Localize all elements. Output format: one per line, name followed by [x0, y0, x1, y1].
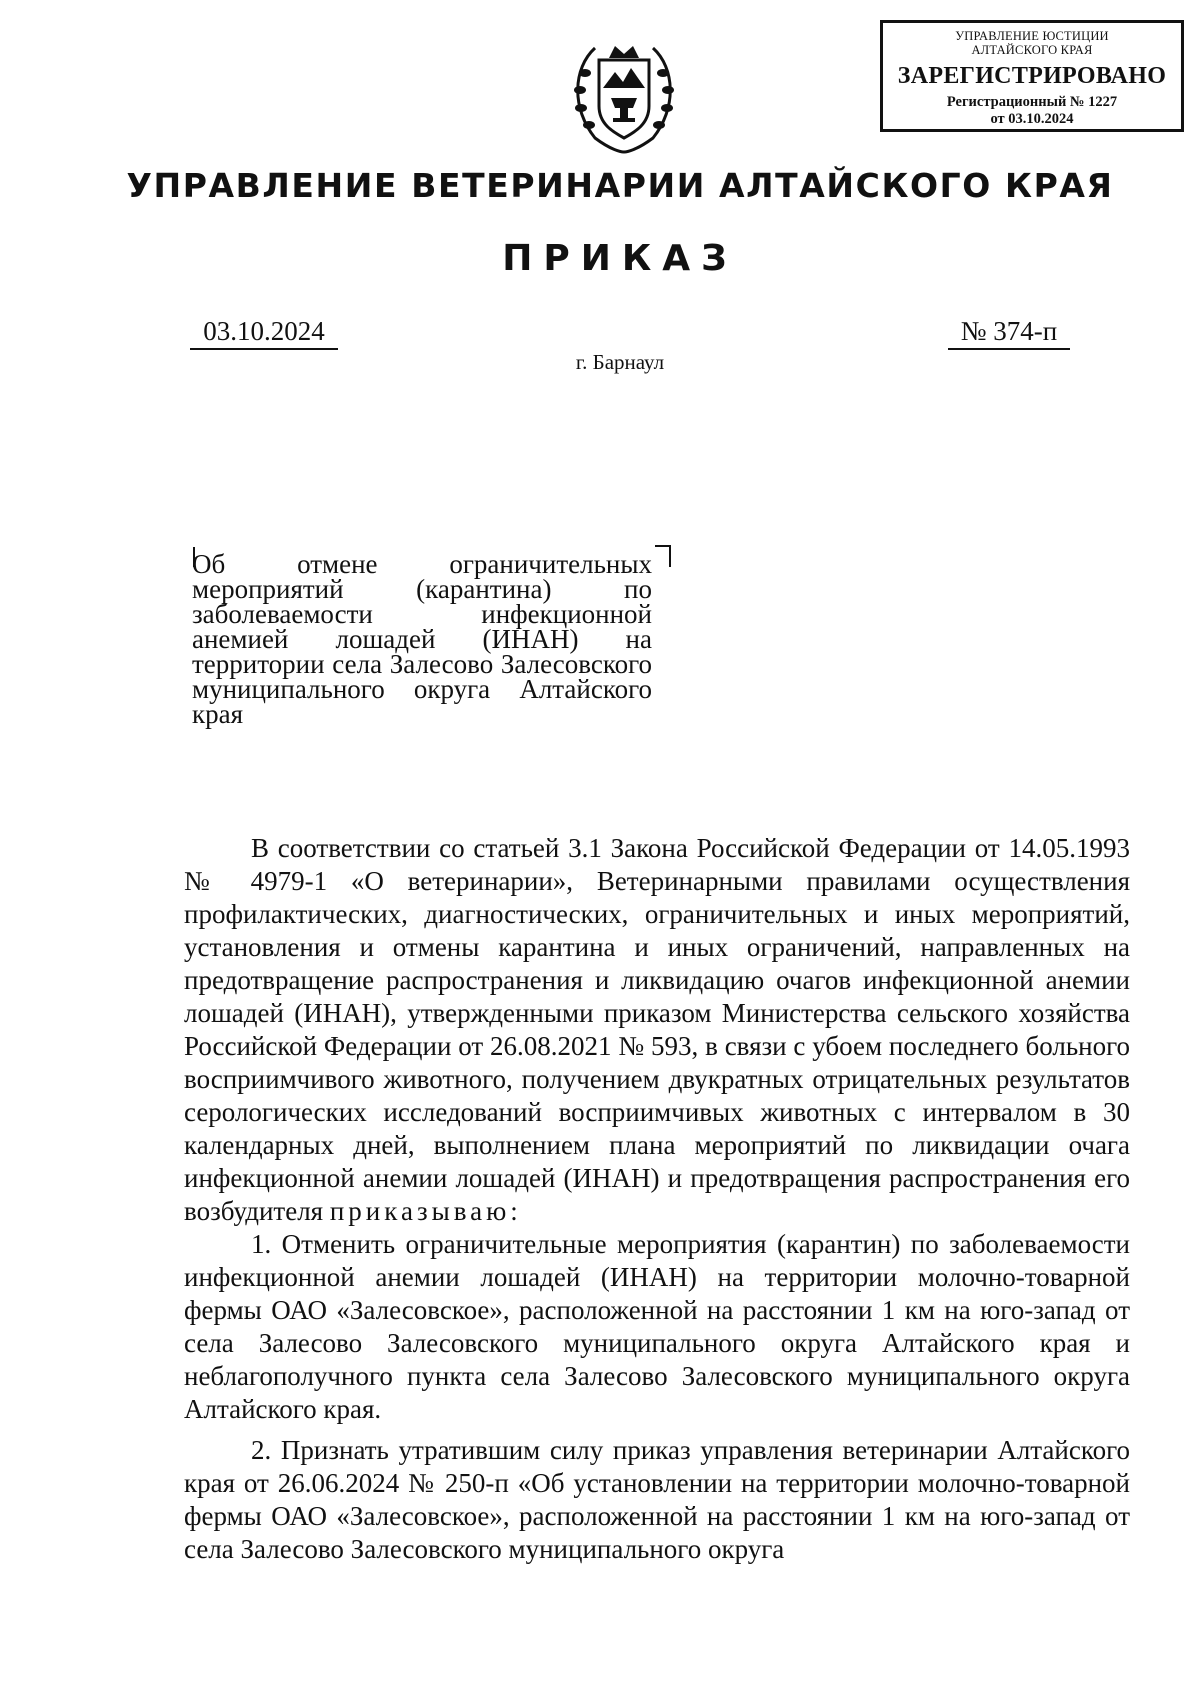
document-number: № 374-п	[948, 314, 1070, 350]
stamp-status: ЗАРЕГИСТРИРОВАНО	[897, 63, 1167, 89]
order-item-2: 2. Признать утратившим силу приказ управления ветеринарии Алтайского края от 26.06.2024 № 250-п «Об установлении на территории молочно-товарной фермы ОАО «Залесовское», расположенной на расстоянии 1 км на юго-запад от села Залесово Залесовского муниципального округа	[184, 1435, 1130, 1564]
document-subject: Об отмене ограничительных мероприятий (карантина) по заболеваемости инфекционной анемией лошадей (ИНАН) на территории села Залесово Залесовского муниципального округа Алтайского края	[192, 549, 652, 729]
stamp-org-line1: УПРАВЛЕНИЕ ЮСТИЦИИ	[955, 29, 1109, 43]
stamp-org-line2: АЛТАЙСКОГО КРАЯ	[971, 43, 1093, 57]
stamp-reg-date: от 03.10.2024	[990, 111, 1074, 127]
document-city: г. Барнаул	[575, 350, 665, 374]
preamble-text: В соответствии со статьей 3.1 Закона Российской Федерации от 14.05.1993 № 4979-1 «О ветеринарии», Ветеринарными правилами осуществления профилактических, диагностических, ограничительных и иных мероприятий, установления и отмены карантина и иных ограничений, направленных на предотвращение распространения и ликвидацию очагов инфекционной анемии лошадей (ИНАН), утвержденными приказом Министерства сельского хозяйства Российской Федерации от 26.08.2021 № 593, в связи с убоем последнего больного восприимчивого животного, получением двукратных отрицательных результатов серологических исследований восприимчивых животных с интервалом в 30 календарных дней, выполнением плана мероприятий по ликвидации очага инфекционной анемии лошадей (ИНАН) и предотвращения распространения его возбудителя	[184, 833, 1130, 1226]
document-body	[184, 832, 1130, 1566]
registration-stamp	[880, 20, 1184, 132]
preamble-paragraph	[184, 832, 1130, 1228]
coat-of-arms-icon	[565, 28, 683, 158]
department-title: УПРАВЛЕНИЕ ВЕТЕРИНАРИИ АЛТАЙСКОГО КРАЯ	[126, 166, 1114, 205]
document-type: ПРИКАЗ	[502, 238, 738, 279]
subject-bracket-right	[655, 545, 671, 567]
document-date: 03.10.2024	[190, 314, 338, 350]
order-word: приказываю:	[329, 1196, 522, 1226]
stamp-reg-number: Регистрационный № 1227	[946, 94, 1118, 110]
order-item-1: 1. Отменить ограничительные мероприятия (карантин) по заболеваемости инфекционной анемии лошадей (ИНАН) на территории молочно-товарной фермы ОАО «Залесовское», расположенной на расстоянии 1 км на юго-запад от села Залесово Залесовского муниципального округа Алтайского края и неблагополучного пункта села Залесово Залесовского муниципального округа Алтайского края.	[184, 1229, 1130, 1424]
